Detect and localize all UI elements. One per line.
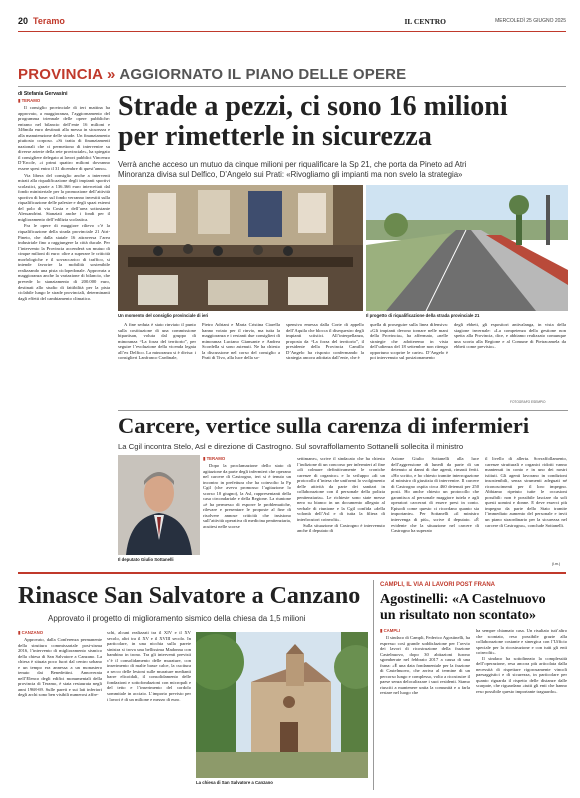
road-photo-graphic <box>366 185 568 311</box>
article2-column-3 <box>391 456 479 567</box>
article3-title: Rinasce San Salvatore a Canzano <box>18 583 361 609</box>
subtitle-line: Verrà anche acceso un mutuo da cinque milioni per riqualificare la Sp 21, che porta da Pineto ad Atri <box>118 160 467 169</box>
article3-column-1 <box>18 637 102 787</box>
paragraph: degli ebbeti, gli espositori antivalanga, in vista della stagione invernale: «La competenza della gestione non spetta alla Provincia, dice, e abbiamo realizzato comunque una scorta alla Regione e al Comune di Pietracamela da ebbeti come previsto». <box>454 322 566 350</box>
divider <box>118 410 568 411</box>
title-line: un risultato non scontato» <box>380 607 536 623</box>
kicker-separator: » <box>106 66 116 83</box>
dateline-location: TERAMO <box>21 98 41 103</box>
article2-column-4 <box>485 456 567 562</box>
article1-title <box>118 92 568 152</box>
article2-credit: (l.m.) <box>552 562 561 566</box>
divider <box>18 572 566 574</box>
photo-credit: FOTOGRAFO ESEMPIO <box>510 400 546 404</box>
section-name: Teramo <box>33 16 65 26</box>
article3-subtitle: Approvato il progetto di miglioramento sismico della chiesa da 1,5 milioni <box>48 614 306 623</box>
dateline: ▮ TERAMO <box>203 456 226 461</box>
article4-column-2 <box>476 628 567 787</box>
council-photo <box>118 185 363 311</box>
sottanelli-photo-graphic <box>118 455 200 555</box>
paragraph: Dopo la proclamazione dello stato di agitazione da parte degli infermieri che operano nel carcere di Castrogno, ieri si è tenuto un incontro in prefettura che ha coinvolto la Fp Cgil (che aveva promosso l’agitazione lo scorso 10 giugno), la Asl, rappresentanti della casa circondariale e della Regione. La riunione «è ha permesso di esporre le problematiche, rilevare e presentare le proposte al fine di risolvere annose criticità che insistono sull’attività operativa di medicina penitenziaria, acuitesi nelle scorse <box>203 463 291 530</box>
dateline: ▮ CAMPLI <box>380 628 401 633</box>
article2-subtitle: La Cgil incontra Stelo, Asl e direzione di Castrogno. Sul sovraffollamento Sottanelli sollecita il ministro <box>118 442 464 451</box>
paragraph: Azione Giulio Sottanelli alla luce dell’aggressione di lunedì da parte di un detenuto ai danni di due agenti, rimasti feriti. «Ho scritto, e ho chiesto tramite interrogazione al ministro di giustizia di intervenire. Il carcere di Castrogno ospita circa 460 detenuti per 250 posti. Ho anche chiesto un protocollo che garantisca al personale maggiore tutela e agli operatori carcerari di essere presi in conto. Episodi come questo ci ricordano quanto sia importante». Per Sottanelli «il ministro intervenga di più», scrive il deputato. «È evidente che la situazione nel carcere di Castrogno ha superato <box>391 456 479 534</box>
sottanelli-photo <box>118 455 200 555</box>
article2-title: Carcere, vertice sulla carenza di infermieri <box>118 413 530 438</box>
dateline-location: CANZANO <box>21 630 44 635</box>
council-photo-graphic <box>118 185 363 311</box>
paragraph: Fra le opere di maggiore rilievo c’è la riqualificazione della strada provinciale 21 Atri-Pineto, che dalla statale 16 attraversa l’area industriale fino a raggiungere la città ducale. Per l’intervento la Provincia accenderà un mutuo di cinque milioni di euro: oltre a superare le criticità morfologiche e il sovraccarico di traffico, si intende favorire la mobilità sostenibile realizzando una pista ciclopedonale. Approvata a maggioranza anche la variazione di bilancio, che prevede lo stanziamento di 200.000 euro, destinati allo studio di fattibilità per la pista ciclabile lungo le strade provinciali, determinanti dagli effetti del cambiamento climatico. <box>18 223 110 301</box>
paragraph: A fine seduta è stato rinviato il punto sulla costituzione di una commissione bipartisan, voluta dal gruppo di minoranza “La forza del territorio”, per seguire l’evoluzione della vicenda legata all’ex Delfico. La minoranza si è divisa: i consiglieri Lanfranco Cardinale, <box>118 322 196 361</box>
title-line: Agostinelli: «A Castelnuovo <box>380 592 546 607</box>
paragraph: Approvato, dalla Conferenza permanente della struttura commissariale post-sisma 2016, l’intervento di miglioramento sismico della chiesa di San Salvatore a Canzano. La chiesa è situata poco fuori dal centro urbano e un tempo era annessa a un monastero tenuto dai Benedettini. Annoverata nell’Elenco degli edifici monumentali della provincia di Teramo, è stata restaurata negli anni 1968-69. Sulle pareti e sui lati inferiori degli archi sono ben visibili numerosi affre- <box>18 637 102 698</box>
dateline-location: TERAMO <box>206 456 226 461</box>
paragraph: schi, alcuni realizzati tra il XIV e il XV secolo, altri tra il XV e il XVIII secolo. In particolare, in una nicchia sulla parete sinistra si trova una bellissima Madonna con bambino in trono. Tra gli interventi previsti c’è il consolidamento delle murature, con inserimento di malte basse calce, la cucitura a secco delle lesioni sulle murature medianti barre elicoidali, il consolidamento delle fondazioni e sottofondazioni con micropali e del tetto e l’inserimento del cordolo sommitale in acciaio. L’importo previsto per i lavori è di un milione e mezzo di euro. <box>107 630 191 702</box>
paragraph: il livello di allerta. Sovraffollamento, carenze strutturali e organici ridotti vanno mantenuti in conto e in uno dei nostri istituti. Gli agenti lavorano in condizioni insostenibili, senza strumenti adeguati né riconoscimenti per il loro impegno. Abbiamo ripetuto tutte le occasioni possibili: non è possibile lasciare da soli questi uomini e donne. E deve esserci più impegno da parte dello Stato tramite l’immediato aumento del personale e invii un piano straordinario per la sicurezza nel carcere di Castrogno», conclude Sottanelli. <box>485 456 567 528</box>
page-header <box>18 14 566 32</box>
article2-column-1 <box>203 463 291 567</box>
church-photo-caption: La chiesa di San Salvatore a Canzano <box>196 780 273 785</box>
church-photo-graphic <box>196 632 368 778</box>
kicker-grey: AGGIORNATO IL PIANO DELLE OPERE <box>119 66 407 83</box>
article4-column-1 <box>380 635 470 787</box>
article4-title <box>380 592 568 623</box>
road-photo-caption: Il progetto di riqualificazione della strada provinciale 21 <box>366 313 480 318</box>
article1-kicker <box>18 66 406 83</box>
dateline-location: CAMPLI <box>383 628 401 633</box>
dateline: ▮ CANZANO <box>18 630 44 635</box>
divider <box>18 86 566 87</box>
paragraph: Il sindaco di Campli, Federico Agostinelli, ha espresso così grande soddisfazione per l’avvio dei lavori di ricostruzione della frazione Castelnuovo, dopo 30 abitazioni furono sgomberate nel febbraio 2017 a causa di una frana: «È una data fondamentale per la frazione di Castelnuovo, che arriva al termine di un percorso lungo e complesso, volto a ricostruire il paese senza delocalizzare i suoi residenti. Siamo riusciti a mantenere unita la comunità e a farla restare nel luogo che <box>380 635 470 696</box>
issue-date: MERCOLEDÌ 25 GIUGNO 2025 <box>495 18 566 24</box>
article3-column-2 <box>107 630 191 787</box>
article1-subtitle <box>118 160 568 180</box>
subtitle-line: Minoranza divisa sul Delfico, D’Angelo sui Prati: «Rivogliamo gli impianti ma non svelo la strategia» <box>118 170 463 179</box>
paragraph: settimane», scrive il sindacato che ha chiesto l’indizione di un concorso per infermieri al fine «di colmare definitivamente le croniche carenze di organico» e lo sviluppo «di un protocollo d’intesa che uniformi lo svolgimento delle attività da parte dei sanitari in collaborazione con il personale della polizia penitenziaria». Le richieste sono state messe nero su bianco in un documento allegato al verbale di riunione e la Cgil confida «della volontà dell’Asl e di tutta la filiera di interlocutori coinvolti». <box>297 456 385 523</box>
paragraph: Il consiglio provinciale di ieri mattina ha approvato, a maggioranza, l’aggiornamento del programma triennale delle opere pubbliche: entrano nel bilancio dell’ente 16 milioni e 346mila euro destinati alla messa in sicurezza e alla manutenzione delle strade. Un finanziamento piuttosto corposo. «Si tratta di finanziamenti nazionali che ci permettono di intervenire su diverse arterie della rete provinciale», ha spiegato il consigliere delegato ai lavori pubblici Vincenzo D’Ercole, «i primi quattro milioni dovranno essere spesi entro il 31 dicembre di quest’anno». <box>18 105 110 172</box>
article1-column-4 <box>286 322 364 405</box>
title-line: Strade a pezzi, ci sono 16 milioni <box>118 91 508 122</box>
paragraph: Sulla situazione di Castrogno è intervenuto anche il deputato di <box>297 522 385 534</box>
paragraph: quella di proseguire sulla linea difensiva: «Gli impianti devono tornare nelle mani della Provincia», ha affermato, «nelle strategie che adotteremo in vista dell’udienza del 18 settembre non ritengo opportuno scoprire le carte». D’Angelo è poi intervenuto sul posizionamento <box>370 322 448 361</box>
title-line: per rimetterle in sicurezza <box>118 121 432 152</box>
paragraph: ha sempre chiamato casa. Un risultato tutt’altro che scontato, reso possibile grazie alla collaborazione costante e sinergica con l’Ufficio speciale per la ricostruzione e con tutti gli enti coinvolti». <box>476 628 567 656</box>
article1-column-1 <box>18 105 110 510</box>
byline: di Stefania Gervasini <box>18 91 68 97</box>
article1-column-3 <box>202 322 280 405</box>
paragraph: Via libera del consiglio anche a interventi mirati alla riqualificazione degli impianti sportivi scolastici, grazie a 136.366 euro intercettati dal fondo ministeriale per la promozione dell’attività sportiva di base: sul fondo verranno investiti sulla riqualificazione delle palestre e degli spazi esterni del polo di via Costa e dell’area sottostante Alessandrini. Stanziati anche i fondi per il miglioramento dell’edilizia scolastica. <box>18 172 110 222</box>
article2-column-2 <box>297 456 385 567</box>
road-photo <box>366 185 568 311</box>
article1-column-6 <box>454 322 566 397</box>
church-photo <box>196 632 368 778</box>
article1-column-5 <box>370 322 448 405</box>
vertical-divider <box>373 580 374 790</box>
paragraph: Pietro Adriani e Maria Cristina Ciarella hanno votato per il rinvio, ma tutta la maggioranza e i restanti due consiglieri di minoranza Luciano Giansante e Andrea Scordella si sono astenuti. Ne ha chiesto la discussione nel corso del consiglio a Prati di Tivo, alla luce della so- <box>202 322 280 361</box>
council-photo-caption: Un momento del consiglio provinciale di ieri <box>118 313 209 318</box>
newspaper-name: IL CENTRO <box>404 17 446 26</box>
page-number: 20 <box>18 16 29 26</box>
paragraph: spensiva emessa dalla Corte di appello dell’Aquila che blocca il disequestro degli impianti sciistici. All’interpellanza, proposta da “La forza del territorio”, il presidente della Provincia Camillo D’Angelo ha risposto confermando la strategia ancora adottata dall’ente, che è <box>286 322 364 361</box>
article1-column-2 <box>118 322 196 405</box>
sottanelli-photo-caption: Il deputato Giulio Sottanelli <box>118 557 174 562</box>
dateline: ▮ TERAMO <box>18 98 41 103</box>
article4-kicker: CAMPLI, IL VIA AI LAVORI POST FRANA <box>380 582 496 588</box>
kicker-red: PROVINCIA <box>18 66 103 83</box>
paragraph: Il sindaco ha sottolineato la complessità dell’operazione, resa ancora più articolata dalla necessità di rispettare rigorosamente vincoli paesaggistici e di sicurezza, in particolare per quanto riguarda il rispetto delle distanze dalle scarpate, che riguardano «tutti gli enti che hanno reso possibile questo importante traguardo». <box>476 655 567 695</box>
